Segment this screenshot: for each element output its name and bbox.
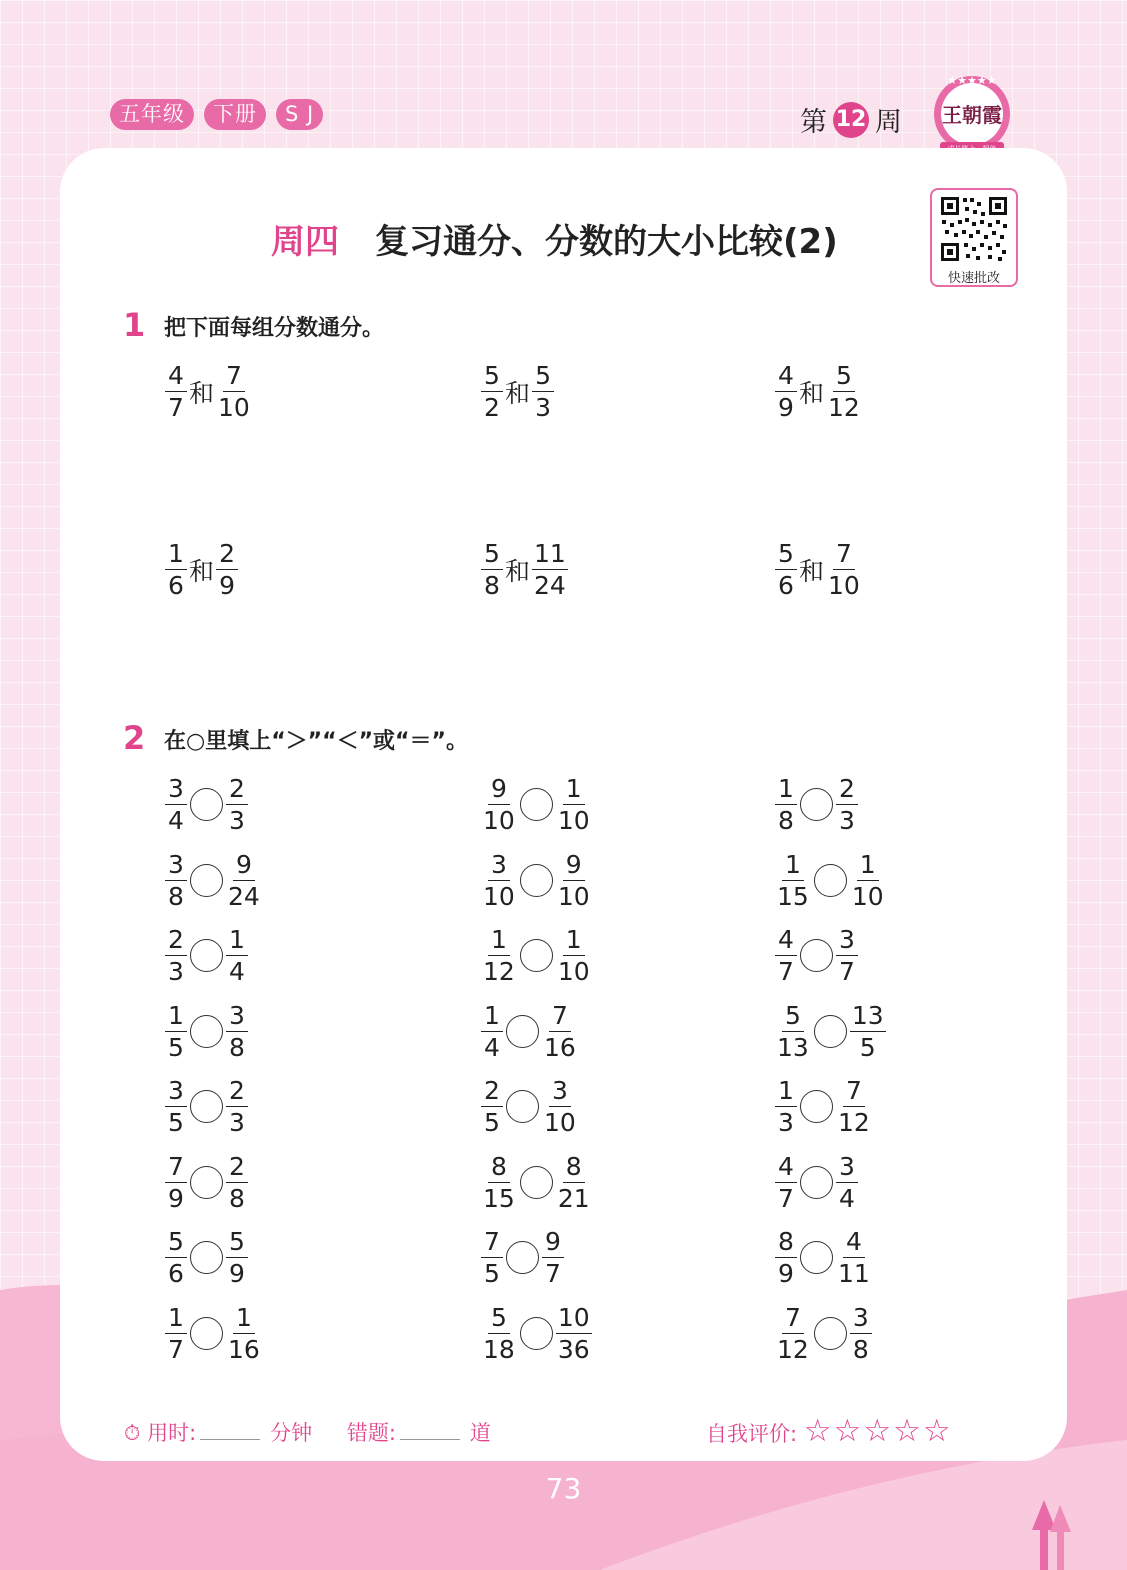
denominator: 7 (168, 393, 184, 422)
comparison-item (775, 775, 858, 834)
answer-circle[interactable] (190, 939, 223, 972)
comparison-item (481, 1002, 578, 1061)
fraction-b (556, 1304, 592, 1363)
time-label: 用时: (147, 1421, 197, 1445)
numerator: 1 (481, 1002, 503, 1032)
numerator: 1 (563, 775, 585, 805)
denominator: 8 (229, 1183, 245, 1213)
denominator: 6 (168, 1259, 184, 1288)
fraction-b (556, 1153, 592, 1212)
numerator: 2 (165, 926, 187, 956)
grade-chips (110, 99, 323, 130)
comparison-item (775, 1228, 872, 1287)
answer-circle[interactable] (800, 939, 833, 972)
denominator: 24 (228, 881, 260, 911)
answer-circle[interactable] (520, 864, 553, 897)
denominator: 2 (484, 393, 500, 422)
comparison-item (481, 1153, 592, 1212)
denominator: 10 (557, 957, 590, 986)
comparison-item (481, 926, 592, 985)
comparison-item (165, 1304, 262, 1363)
fraction-b (226, 1153, 248, 1212)
comparison-item (775, 1002, 886, 1061)
denominator: 8 (168, 881, 184, 911)
numerator: 2 (226, 1077, 248, 1107)
title-text: 复习通分、分数的大小比较(2) (375, 222, 838, 262)
fraction-b (850, 851, 886, 910)
time-unit: 分钟 (270, 1421, 313, 1445)
numerator: 1 (233, 1304, 255, 1334)
denominator: 3 (839, 806, 855, 835)
fraction-a (165, 851, 187, 910)
fraction-a (481, 1077, 503, 1136)
stopwatch-icon: ⏱ (124, 1421, 141, 1445)
fraction-a (165, 1228, 187, 1287)
answer-circle[interactable] (506, 1241, 539, 1274)
numerator: 4 (775, 362, 797, 392)
answer-circle[interactable] (800, 1241, 833, 1274)
fraction-a (165, 1304, 187, 1363)
numerator: 3 (226, 1002, 248, 1032)
numerator: 3 (549, 1077, 571, 1107)
denominator: 12 (838, 1108, 870, 1137)
connector: 和 (505, 378, 531, 408)
fraction-a (481, 362, 503, 421)
fraction-pair (775, 540, 862, 599)
denominator: 16 (544, 1032, 576, 1062)
comparison-item (165, 1002, 248, 1061)
numerator: 2 (836, 775, 858, 805)
fraction-a (165, 1077, 187, 1136)
fraction-pair (165, 540, 238, 599)
answer-circle[interactable] (190, 1317, 223, 1350)
fraction-a (775, 775, 797, 834)
numerator: 3 (850, 1304, 872, 1334)
week-indicator (800, 100, 902, 139)
numerator: 5 (775, 540, 797, 570)
fraction-a (481, 851, 517, 910)
denominator: 5 (484, 1108, 500, 1137)
self-evaluation (706, 1413, 953, 1449)
fraction-a (775, 926, 797, 985)
denominator: 12 (828, 393, 860, 422)
answer-circle[interactable] (506, 1090, 539, 1123)
answer-circle[interactable] (190, 1166, 223, 1199)
section-1-instruction: 把下面每组分数通分。 (164, 316, 385, 341)
fraction-pair (481, 540, 568, 599)
errors-unit: 道 (469, 1421, 491, 1445)
comparison-item (481, 1077, 578, 1136)
numerator: 7 (549, 1002, 571, 1032)
fraction-b (850, 1304, 872, 1363)
comparison-item (481, 851, 592, 910)
denominator: 7 (778, 957, 794, 986)
comparison-item (165, 775, 248, 834)
fraction-a (775, 540, 797, 599)
numerator: 1 (857, 851, 879, 881)
numerator: 5 (165, 1228, 187, 1258)
numerator: 2 (226, 775, 248, 805)
denominator: 12 (777, 1334, 809, 1364)
denominator: 10 (828, 571, 860, 600)
answer-circle[interactable] (814, 864, 847, 897)
errors-label: 错题: (346, 1421, 396, 1445)
numerator: 9 (542, 1228, 564, 1258)
fraction-b (556, 851, 592, 910)
fraction-a (775, 1153, 797, 1212)
denominator: 18 (483, 1334, 515, 1364)
fraction-a (481, 926, 517, 985)
fraction-a (165, 1153, 187, 1212)
comparison-item (165, 926, 248, 985)
denominator: 4 (229, 957, 245, 986)
fraction-a (481, 775, 517, 834)
grade-chip: 五年级 (110, 99, 194, 130)
numerator: 1 (782, 851, 804, 881)
denominator: 3 (229, 1108, 245, 1137)
denominator: 21 (557, 1183, 590, 1213)
numerator: 5 (833, 362, 855, 392)
comparison-item (775, 1153, 858, 1212)
numerator: 3 (165, 851, 187, 881)
title-day: 周四 (271, 222, 339, 262)
numerator: 7 (223, 362, 245, 392)
denominator: 3 (778, 1108, 794, 1137)
answer-circle[interactable] (190, 788, 223, 821)
denominator: 10 (557, 881, 590, 911)
fraction-b (542, 1228, 564, 1287)
answer-circle[interactable] (520, 1317, 553, 1350)
week-prefix: 第 (800, 107, 827, 138)
numerator: 1 (165, 1002, 187, 1032)
fraction-b (826, 362, 862, 421)
section-1-number: 1 (123, 306, 146, 344)
denominator: 10 (483, 806, 515, 835)
numerator: 5 (782, 1002, 804, 1032)
denominator: 10 (483, 881, 515, 911)
fraction-a (775, 1228, 797, 1287)
fraction-b (542, 1077, 578, 1136)
fraction-a (165, 926, 187, 985)
numerator: 4 (775, 926, 797, 956)
answer-circle[interactable] (520, 788, 553, 821)
denominator: 7 (839, 957, 855, 986)
qr-code[interactable] (930, 188, 1018, 287)
denominator: 15 (483, 1183, 515, 1213)
numerator: 4 (843, 1228, 865, 1258)
fraction-b (836, 926, 858, 985)
answer-circle[interactable] (800, 1166, 833, 1199)
connector: 和 (799, 378, 825, 408)
denominator: 10 (851, 881, 884, 911)
numerator: 5 (532, 362, 554, 392)
comparison-item (775, 926, 858, 985)
comparison-item (165, 1153, 248, 1212)
denominator: 9 (168, 1183, 184, 1213)
answer-circle[interactable] (190, 1015, 223, 1048)
denominator: 11 (838, 1259, 870, 1288)
fraction-b (836, 1228, 872, 1287)
numerator: 8 (488, 1153, 510, 1183)
fraction-b (850, 1002, 886, 1061)
fraction-b (542, 1002, 578, 1061)
fraction-b (226, 1304, 262, 1363)
edition-chip: S J (276, 99, 323, 130)
comparison-item (775, 851, 886, 910)
fraction-b (226, 1077, 248, 1136)
week-suffix: 周 (875, 107, 902, 138)
numerator: 8 (563, 1153, 585, 1183)
denominator: 7 (168, 1334, 184, 1364)
fraction-b (532, 362, 554, 421)
svg-text:★★★★★: ★★★★★ (947, 74, 997, 87)
fraction-pair (775, 362, 862, 421)
denominator: 9 (229, 1259, 245, 1288)
numerator: 5 (481, 362, 503, 392)
connector: 和 (189, 556, 215, 586)
denominator: 8 (852, 1334, 869, 1364)
errors-blank[interactable] (400, 1439, 460, 1440)
time-errors-row (124, 1417, 491, 1447)
fraction-a (165, 362, 187, 421)
denominator: 36 (557, 1334, 590, 1364)
fraction-b (556, 775, 592, 834)
fraction-a (481, 1304, 517, 1363)
denominator: 10 (218, 393, 250, 422)
denominator: 6 (778, 571, 794, 600)
numerator: 1 (226, 926, 248, 956)
denominator: 5 (168, 1108, 184, 1137)
connector: 和 (505, 556, 531, 586)
page-title (271, 214, 838, 263)
denominator: 3 (535, 393, 551, 422)
fraction-a (165, 540, 187, 599)
denominator: 3 (168, 957, 184, 986)
comparison-item (775, 1304, 872, 1363)
fraction-b (836, 1077, 872, 1136)
volume-chip: 下册 (204, 99, 266, 130)
brand-logo (932, 70, 1016, 160)
numerator: 1 (775, 775, 797, 805)
denominator: 7 (545, 1259, 561, 1288)
numerator: 1 (563, 926, 585, 956)
denominator: 24 (534, 571, 566, 600)
numerator: 3 (836, 926, 858, 956)
numerator: 3 (165, 775, 187, 805)
answer-circle[interactable] (190, 1241, 223, 1274)
denominator: 8 (778, 806, 794, 835)
answer-circle[interactable] (190, 1090, 223, 1123)
answer-circle[interactable] (800, 1090, 833, 1123)
rating-stars[interactable]: ☆☆☆☆☆ (803, 1413, 953, 1449)
numerator: 3 (488, 851, 510, 881)
numerator: 7 (782, 1304, 804, 1334)
answer-circle[interactable] (814, 1015, 847, 1048)
fraction-a (775, 851, 811, 910)
self-eval-label: 自我评价: (706, 1422, 798, 1446)
numerator: 5 (488, 1304, 510, 1334)
numerator: 10 (557, 1302, 590, 1332)
comparison-item (481, 1304, 592, 1363)
numerator: 11 (534, 539, 566, 568)
fraction-pair (165, 362, 252, 421)
fraction-a (165, 775, 187, 834)
answer-circle[interactable] (520, 939, 553, 972)
fraction-b (226, 775, 248, 834)
fraction-a (481, 1228, 503, 1287)
numerator: 13 (851, 1000, 884, 1030)
week-number: 12 (833, 102, 869, 138)
numerator: 3 (836, 1153, 858, 1183)
comparison-item (165, 851, 262, 910)
denominator: 9 (778, 1259, 794, 1288)
denominator: 16 (228, 1334, 260, 1364)
qr-label: 快速批改 (947, 271, 1000, 286)
denominator: 5 (859, 1032, 876, 1062)
fraction-b (226, 1228, 248, 1287)
comparison-item (775, 1077, 872, 1136)
answer-circle[interactable] (190, 864, 223, 897)
fraction-b (216, 540, 238, 599)
fraction-b (836, 775, 858, 834)
section-2-instruction: 在○里填上“＞”“＜”或“＝”。 (164, 729, 468, 754)
comparison-item (165, 1228, 248, 1287)
comparison-item (481, 775, 592, 834)
fraction-b (226, 851, 262, 910)
denominator: 4 (839, 1183, 855, 1213)
fraction-a (775, 1304, 811, 1363)
qr-icon (932, 190, 1016, 266)
numerator: 3 (165, 1077, 187, 1107)
numerator: 7 (165, 1153, 187, 1183)
comparison-item (165, 1077, 248, 1136)
connector: 和 (189, 378, 215, 408)
numerator: 5 (226, 1228, 248, 1258)
fraction-b (226, 926, 248, 985)
denominator: 9 (778, 393, 794, 422)
denominator: 9 (219, 571, 235, 600)
fraction-a (775, 1002, 811, 1061)
numerator: 7 (481, 1228, 503, 1258)
fraction-a (481, 1002, 503, 1061)
numerator: 2 (226, 1153, 248, 1183)
numerator: 8 (775, 1228, 797, 1258)
fraction-b (826, 540, 862, 599)
numerator: 4 (775, 1153, 797, 1183)
answer-circle[interactable] (800, 788, 833, 821)
numerator: 9 (563, 851, 585, 881)
fraction-a (481, 540, 503, 599)
page-number: 73 (545, 1472, 582, 1505)
numerator: 2 (481, 1077, 503, 1107)
denominator: 8 (229, 1032, 245, 1062)
fraction-b (226, 1002, 248, 1061)
numerator: 7 (843, 1077, 865, 1107)
comparison-item (481, 1228, 564, 1287)
denominator: 4 (484, 1032, 500, 1062)
numerator: 4 (165, 362, 187, 392)
numerator: 1 (488, 926, 510, 956)
numerator: 2 (216, 540, 238, 570)
denominator: 4 (168, 806, 184, 835)
denominator: 5 (484, 1259, 500, 1288)
connector: 和 (799, 556, 825, 586)
answer-circle[interactable] (506, 1015, 539, 1048)
denominator: 3 (229, 806, 245, 835)
denominator: 10 (557, 806, 590, 835)
numerator: 7 (833, 540, 855, 570)
fraction-a (775, 1077, 797, 1136)
fraction-pair (481, 362, 554, 421)
answer-circle[interactable] (520, 1166, 553, 1199)
denominator: 13 (777, 1032, 809, 1062)
fraction-a (775, 362, 797, 421)
numerator: 5 (481, 540, 503, 570)
denominator: 10 (544, 1108, 576, 1137)
numerator: 9 (233, 851, 255, 881)
denominator: 7 (778, 1183, 794, 1213)
numerator: 1 (165, 1304, 187, 1334)
logo-text: 王朝霞 (942, 103, 1002, 127)
fraction-b (836, 1153, 858, 1212)
denominator: 5 (168, 1032, 184, 1062)
numerator: 9 (488, 775, 510, 805)
section-2-number: 2 (123, 719, 146, 757)
denominator: 6 (168, 571, 184, 600)
denominator: 8 (484, 571, 500, 600)
fraction-b (556, 926, 592, 985)
denominator: 12 (483, 957, 515, 986)
answer-circle[interactable] (814, 1317, 847, 1350)
fraction-b (532, 540, 568, 599)
fraction-a (165, 1002, 187, 1061)
fraction-b (216, 362, 252, 421)
denominator: 15 (777, 881, 809, 911)
time-blank[interactable] (200, 1439, 260, 1440)
numerator: 1 (165, 540, 187, 570)
numerator: 1 (775, 1077, 797, 1107)
fraction-a (481, 1153, 517, 1212)
